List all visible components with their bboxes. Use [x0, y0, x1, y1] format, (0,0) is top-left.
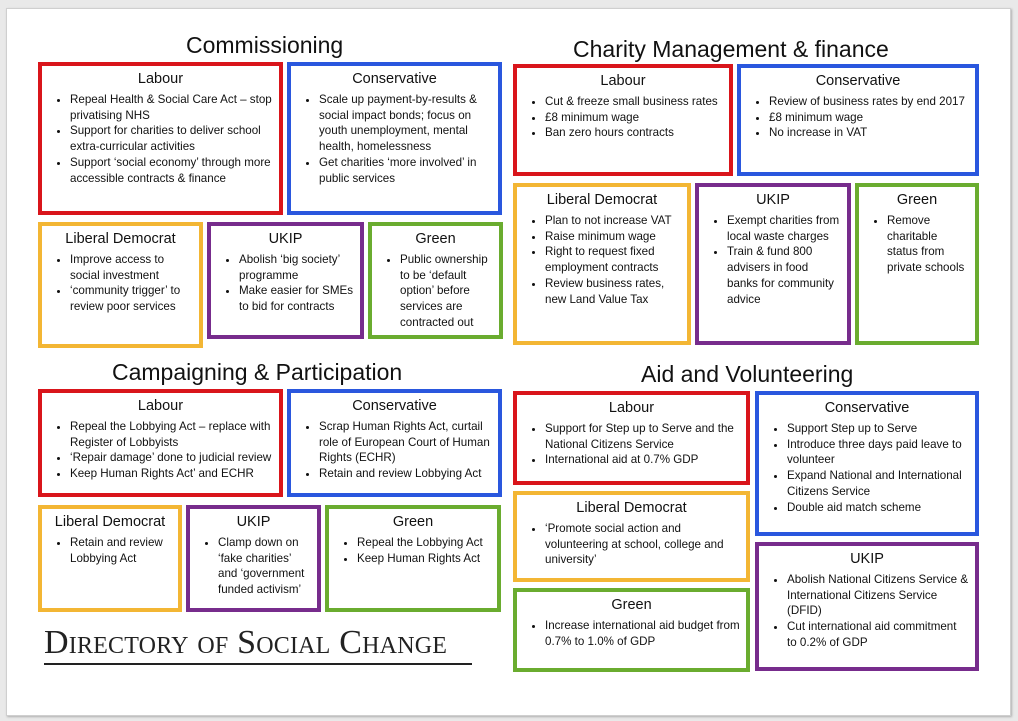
party-heading: Labour: [137, 71, 184, 87]
policy-list: [741, 94, 975, 141]
policy-item: • Retain and review Lobbying Act: [70, 535, 172, 566]
charity-ukip-box: [695, 183, 851, 345]
aid-green-box: [513, 588, 750, 672]
policy-list: [759, 421, 975, 515]
policy-item: • Right to request fixed employment contracts: [545, 244, 681, 275]
party-heading: Green: [392, 514, 434, 530]
policy-list: [291, 419, 498, 482]
policy-item: • Repeal Health & Social Care Act – stop privatising NHS: [70, 92, 273, 123]
aid-labour-box: [513, 391, 750, 485]
policy-list: [372, 252, 499, 331]
policy-item: • Cut international aid commitment to 0.2% of GDP: [787, 619, 969, 650]
policy-item: • Clamp down on ‘fake charities’ and ‘government funded activism’: [218, 535, 311, 598]
policy-item: • Train & fund 800 advisers in food banks for community advice: [727, 244, 841, 307]
party-heading: UKIP: [756, 192, 790, 208]
party-heading: Labour: [608, 400, 655, 416]
policy-item: • Support for Step up to Serve and the National Citizens Service: [545, 421, 740, 452]
charity-conservative-box: [737, 64, 979, 176]
policy-item: • Review of business rates by end 2017: [769, 94, 969, 110]
party-heading: Conservative: [824, 400, 910, 416]
commissioning-green-box: [368, 222, 503, 339]
aid-conservative-box: [755, 391, 979, 536]
policy-list: [759, 572, 975, 651]
policy-list: [42, 92, 279, 186]
party-heading: Labour: [137, 398, 184, 414]
policy-item: • £8 minimum wage: [769, 110, 969, 126]
directory-of-social-change-logo: DIRECTORY OF SOCIAL CHANGE: [44, 624, 448, 661]
commissioning-libdem-box: [38, 222, 203, 348]
policy-item: • Keep Human Rights Act’ and ECHR: [70, 466, 273, 482]
logo-underline: [44, 663, 472, 665]
policy-item: • Public ownership to be ‘default option’ before services are contracted out: [400, 252, 493, 331]
policy-item: • International aid at 0.7% GDP: [545, 452, 740, 468]
policy-list: [517, 213, 687, 307]
commissioning-labour-box: [38, 62, 283, 215]
policy-item: • Expand National and International Citizens Service: [787, 468, 969, 499]
policy-item: • Increase international aid budget from 0.7% to 1.0% of GDP: [545, 618, 740, 649]
policy-list: [42, 252, 199, 315]
policy-item: • Review business rates, new Land Value Tax: [545, 276, 681, 307]
policy-item: • ‘Promote social action and volunteering at school, college and university’: [545, 521, 740, 568]
party-heading: Green: [896, 192, 938, 208]
policy-item: • Get charities ‘more involved’ in public services: [319, 155, 492, 186]
policy-item: • Keep Human Rights Act: [357, 551, 491, 567]
policy-list: [699, 213, 847, 307]
campaigning-labour-box: [38, 389, 283, 497]
policy-item: • Abolish ‘big society’ programme: [239, 252, 354, 283]
party-heading: UKIP: [236, 514, 271, 530]
policy-item: • Repeal the Lobbying Act – replace with Register of Lobbyists: [70, 419, 273, 450]
policy-item: • Support for charities to deliver school extra-curricular activities: [70, 123, 273, 154]
policy-item: • Ban zero hours contracts: [545, 125, 723, 141]
policy-list: [517, 521, 746, 568]
section-title-campaigning: Campaigning & Participation: [112, 359, 403, 385]
policy-item: • Abolish National Citizens Service & International Citizens Service (DFID): [787, 572, 969, 619]
charity-green-box: [855, 183, 979, 345]
commissioning-conservative-box: [287, 62, 502, 215]
policy-item: • Double aid match scheme: [787, 500, 969, 516]
aid-ukip-box: [755, 542, 979, 671]
policy-list: [42, 535, 178, 566]
charity-libdem-box: [513, 183, 691, 345]
policy-list: [42, 419, 279, 482]
policy-item: • No increase in VAT: [769, 125, 969, 141]
charity-labour-box: [513, 64, 733, 176]
policy-item: • £8 minimum wage: [545, 110, 723, 126]
party-heading: Labour: [600, 73, 646, 89]
party-heading: Conservative: [352, 71, 437, 87]
section-title-commissioning: Commissioning: [186, 32, 344, 58]
section-title-aid-volunteering: Aid and Volunteering: [641, 361, 854, 387]
campaigning-ukip-box: [186, 505, 321, 612]
party-heading: Liberal Democrat: [65, 231, 176, 247]
policy-list: [190, 535, 317, 598]
policy-list: [211, 252, 360, 315]
policy-list: [517, 618, 746, 649]
policy-item: • Repeal the Lobbying Act: [357, 535, 491, 551]
section-title-charity-management: Charity Management & finance: [573, 36, 889, 62]
campaigning-libdem-box: [38, 505, 182, 612]
policy-item: • Introduce three days paid leave to volunteer: [787, 437, 969, 468]
commissioning-ukip-box: [207, 222, 364, 339]
policy-item: • Support Step up to Serve: [787, 421, 969, 437]
party-heading: Green: [415, 231, 456, 247]
policy-list: [291, 92, 498, 186]
policy-item: • ‘community trigger’ to review poor services: [70, 283, 193, 314]
party-heading: UKIP: [850, 551, 884, 567]
aid-libdem-box: [513, 491, 750, 582]
policy-item: • Remove charitable status from private schools: [887, 213, 969, 276]
campaigning-conservative-box: [287, 389, 502, 497]
policy-item: • Support ‘social economy’ through more accessible contracts & finance: [70, 155, 273, 186]
campaigning-green-box: [325, 505, 501, 612]
policy-item: • Improve access to social investment: [70, 252, 193, 283]
policy-item: • Scrap Human Rights Act, curtail role of European Court of Human Rights (ECHR): [319, 419, 492, 466]
party-heading: Liberal Democrat: [54, 514, 166, 530]
policy-item: • Make easier for SMEs to bid for contracts: [239, 283, 354, 314]
policy-item: • ‘Repair damage’ done to judicial review: [70, 450, 273, 466]
policy-item: • Retain and review Lobbying Act: [319, 466, 492, 482]
party-heading: Liberal Democrat: [576, 500, 687, 516]
policy-item: • Exempt charities from local waste charges: [727, 213, 841, 244]
policy-list: [517, 94, 729, 141]
policy-item: • Cut & freeze small business rates: [545, 94, 723, 110]
party-heading: UKIP: [268, 231, 303, 247]
policy-list: [329, 535, 497, 566]
party-heading: Liberal Democrat: [546, 192, 658, 208]
policy-item: • Scale up payment-by-results & social impact bonds; focus on youth unemployment, mental health, homelessness: [319, 92, 492, 155]
party-heading: Conservative: [815, 73, 901, 89]
party-heading: Conservative: [352, 398, 437, 414]
policy-item: • Raise minimum wage: [545, 229, 681, 245]
policy-item: • Plan to not increase VAT: [545, 213, 681, 229]
policy-list: [859, 213, 975, 276]
party-heading: Green: [611, 597, 652, 613]
policy-list: [517, 421, 746, 468]
